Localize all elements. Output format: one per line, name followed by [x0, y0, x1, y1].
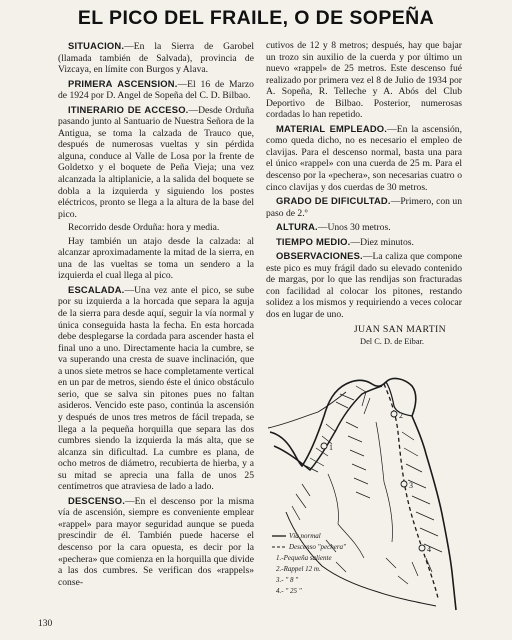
- page-title: EL PICO DEL FRAILE, O DE SOPEÑA: [77, 7, 435, 29]
- situacion-text: —En la Sierra de Garobel (llamada también de Salvada), provincia de Vizcaya, en límite con Burgos y Alava.: [58, 41, 254, 76]
- material-heading: MATERIAL EMPLEADO.: [276, 122, 388, 134]
- legend-pechera-descent: Descenso "pechera": [289, 543, 346, 551]
- legend-item-3: 3.- " 8 ": [276, 576, 299, 584]
- page-number: 130: [38, 619, 53, 629]
- grado-paragraph: [266, 195, 462, 219]
- author-name: JUAN SAN MARTIN: [353, 323, 446, 335]
- signature: [266, 324, 462, 348]
- sketch-legend: [272, 532, 346, 595]
- grado-heading: GRADO DE DIFICULTAD.: [276, 195, 391, 207]
- primera-ascension-heading: PRIMERA ASCENSION.: [68, 77, 178, 89]
- material-text: —En la ascensión, como queda dicho, no es necesario el empleo de clavijas. Para el descenso normal, basta una para el único «rappel» con una cuerda de 25 m. Para el descenso por la «pechera», son necesarias cuatro o cinco clavijas y dos cuerdas de 30 metros.: [266, 123, 462, 193]
- itinerario-text: —Desde Orduña pasando junto al Santuario de Nuestra Señora de la Antigua, se toma la calzada de Trauco que, después de numerosas vueltas y sin pérdida alguna, conduce al Valle de Losa por la frente de Goldetxo y el boquete de Peña Vieja; una vez alcanzada la altiplanicie, a la salida del boquete se dobla a la izquierda y siguiendo los postes eléctricos, pronto se llega a la altura de la base del pico.: [58, 104, 254, 220]
- normal-route-line: [274, 386, 382, 470]
- legend-item-1: 1.-Pequeña saliente: [276, 554, 332, 562]
- route-marker-2: 2: [399, 411, 403, 420]
- descenso-continuation: cutivos de 12 y 8 metros; después, hay que bajar un trozo sin auxilio de la cuerda y por último un nuevo «rappel» de 25 metros. Este descenso fué realizado por primera vez el 8 de Julio de 1934 por A. Sopeña, R. Telleche y A. Abós del Club Deportivo de Bilbao. Posterior, numerosas cordadas lo han repetido.: [266, 40, 462, 121]
- primera-ascension-text: —El 16 de Marzo de 1924 por D. Angel de Sopeña del C. D. Bilbao.: [58, 78, 254, 102]
- atajo-paragraph: Hay también un atajo desde la calzada: al alcanzar aproximadamente la mitad de la sierra, en una de las vueltas se toma un sendero a la izquierda el cual llega al pico.: [58, 235, 254, 282]
- escalada-paragraph: [58, 284, 254, 493]
- altura-paragraph: [266, 221, 462, 234]
- descenso-paragraph: [58, 495, 254, 588]
- situacion-paragraph: [58, 40, 254, 76]
- legend-item-2: 2.-Rappel 12 m.: [276, 565, 321, 573]
- observaciones-paragraph: [266, 250, 462, 320]
- recorrido-paragraph: Recorrido desde Orduña: hora y media.: [68, 222, 220, 234]
- tiempo-paragraph: [266, 236, 462, 249]
- route-marker-3: 3: [409, 481, 413, 490]
- tiempo-heading: TIEMPO MEDIO.: [276, 235, 351, 247]
- route-marker-4: 4: [427, 545, 431, 554]
- peak-sketch-illustration: [266, 362, 462, 620]
- sierra-ridge-line: [268, 392, 346, 428]
- descenso-heading: DESCENSO.: [68, 494, 126, 506]
- author-club: Del C. D. de Eibar.: [360, 337, 424, 347]
- route-marker-1: 1: [329, 443, 333, 452]
- observaciones-text: —La caliza que compone este pico es muy frágil dado su elevado contenido de margas, por lo que las rendijas son fracturadas con facilidad al colocar los pitones, restando solidez a los mismos y requiriendo a veces colocar dos en lugar de uno.: [266, 251, 462, 321]
- right-column: [266, 40, 462, 348]
- altura-heading: ALTURA.: [276, 221, 318, 233]
- situacion-heading: SITUACION.: [68, 40, 125, 51]
- legend-normal-route: Vía normal: [289, 532, 321, 540]
- observaciones-heading: OBSERVACIONES.: [276, 250, 363, 262]
- grado-text: —Primero, con un paso de 2.º: [266, 196, 462, 219]
- tiempo-text: —Diez minutos.: [350, 236, 414, 248]
- route-markers: [321, 411, 431, 554]
- itinerario-heading: ITINERARIO DE ACCESO.: [68, 103, 189, 115]
- descenso-text: —En el descenso por la misma vía de ascensión, siempre es conveniente emplear «rappel» para mayor seguridad aunque se pueda prescindir de él. También puede hacerse el descenso por la cara opuesta, es decir por la «pechera» que comienza en la horquilla que divide a las dos cumbres. Se verifican dos «rappels» conse-: [58, 495, 254, 588]
- primera-ascension-paragraph: [58, 78, 254, 102]
- left-column: [58, 40, 254, 590]
- material-paragraph: [266, 123, 462, 193]
- escalada-text: —Una vez ante el pico, se sube por su izquierda a la horcada que separa la aguja de la sierra para desde aquí, seguir la vía normal y única conseguida hasta la fecha. En esta horcada debe desplegarse la cordada para ascender hasta el final uno a uno. Directamente hacia la cumbre, se va superando una cresta de suave inclinación, que a unos siete metros se hace completamente vertical en un par de metros, siendo éste el único obstáculo serio, que se salva sin pitones pues no faltan asideros. Vencido este paso, continúa la ascensión y después de unos tres metros de fácil trepada, se llega a la pequeña horquilla que separa las dos cumbres siendo la izquierda la más alta, que se alcanza sin dificultad. La cumbre es plana, de ocho metros de diámetro, recubierta de hierba, y a su mitad se aprecia una falla de unos 25 centímetros que atraviesa de lado a lado.: [58, 284, 254, 493]
- escalada-heading: ESCALADA.: [68, 283, 125, 295]
- itinerario-paragraph: [58, 104, 254, 220]
- altura-text: —Unos 30 metros.: [317, 222, 391, 234]
- legend-item-4: 4.- " 25 ": [276, 587, 302, 595]
